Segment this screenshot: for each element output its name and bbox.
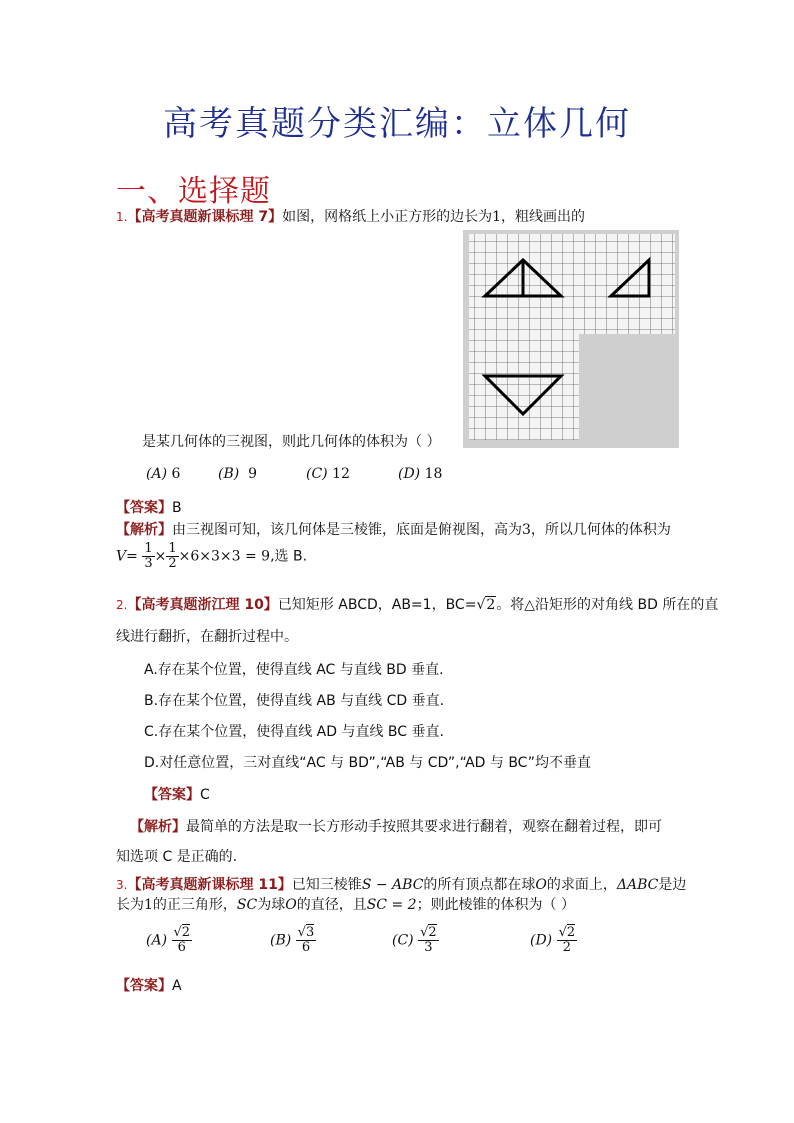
q3-stem-line1: 3.【高考真题新课标理 11】已知三棱锥S − ABC的所有顶点都在球O的求面上，ΔABC是边 xyxy=(116,877,687,893)
q2-stem-line1: 2.【高考真题浙江理 10】已知矩形 ABCD，AB=1，BC=√2。将△沿矩形的对角线 BD 所在的直 xyxy=(116,597,719,613)
three-view-figure xyxy=(463,230,679,448)
q2-stem-line2: 线进行翻折，在翻折过程中。 xyxy=(116,629,298,645)
section-heading: 一、选择题 xyxy=(116,174,271,209)
q2-option-b: B.存在某个位置，使得直线 AB 与直线 CD 垂直. xyxy=(144,693,445,709)
q2-analysis-line1: 【解析】最简单的方法是取一长方形动手按照其要求进行翻着，观察在翻着过程，即可 xyxy=(130,819,662,835)
q1-formula: V= $\frac{1}{3}$ × $\frac{1}{2}$ ×6×3×3 = 9,选 B. xyxy=(116,541,308,571)
q1-source: 【高考真题新课标理 7】 xyxy=(127,209,283,225)
q1-one: 1 xyxy=(492,209,501,225)
q3-option-a: (A) $\frac{√2}{6}$ xyxy=(146,925,191,955)
three-view-svg xyxy=(463,230,679,448)
q1-option-b: (B) 9 xyxy=(218,466,258,482)
q3-option-b: (B) $\frac{√3}{6}$ xyxy=(270,925,315,955)
q1-analysis: 【解析】由三视图可知，该几何体是三棱锥，底面是俯视图，高为3，所以几何体的体积为 xyxy=(116,522,671,538)
q3-stem-line2: 长为1的正三角形，SC为球O的直径，且SC = 2；则此棱锥的体积为（ ） xyxy=(116,897,576,913)
q3-option-c: (C) $\frac{√2}{3}$ xyxy=(392,925,437,955)
q1-stem-line2: 是某几何体的三视图，则此几何体的体积为（ ） xyxy=(142,434,441,450)
q1-option-d: (D) 18 xyxy=(398,466,443,482)
q1-stem-line1 xyxy=(116,208,585,226)
q2-option-d: D.对任意位置，三对直线“AC 与 BD”,“AB 与 CD”,“AD 与 BC”均不垂直 xyxy=(144,755,591,771)
q2-option-a: A.存在某个位置，使得直线 AC 与直线 BD 垂直. xyxy=(144,662,444,678)
q2-answer: 【答案】C xyxy=(144,787,210,803)
page-title: 高考真题分类汇编：立体几何 xyxy=(163,104,631,144)
q2-option-c: C.存在某个位置，使得直线 AD 与直线 BC 垂直. xyxy=(144,724,444,740)
q1-answer: 【答案】B xyxy=(116,500,182,516)
q1-option-c: (C) 12 xyxy=(306,466,350,482)
q2-analysis-line2: 知选项 C 是正确的. xyxy=(116,849,238,865)
q3-option-d: (D) $\frac{√2}{2}$ xyxy=(530,925,576,955)
q1-text-b: ，粗线画出的 xyxy=(501,209,585,225)
q1-option-a: (A) 6 xyxy=(146,466,181,482)
q1-text-a: 如图，网格纸上小正方形的边长为 xyxy=(282,209,493,225)
q3-answer: 【答案】A xyxy=(116,978,182,994)
q1-number: 1. xyxy=(116,210,128,224)
